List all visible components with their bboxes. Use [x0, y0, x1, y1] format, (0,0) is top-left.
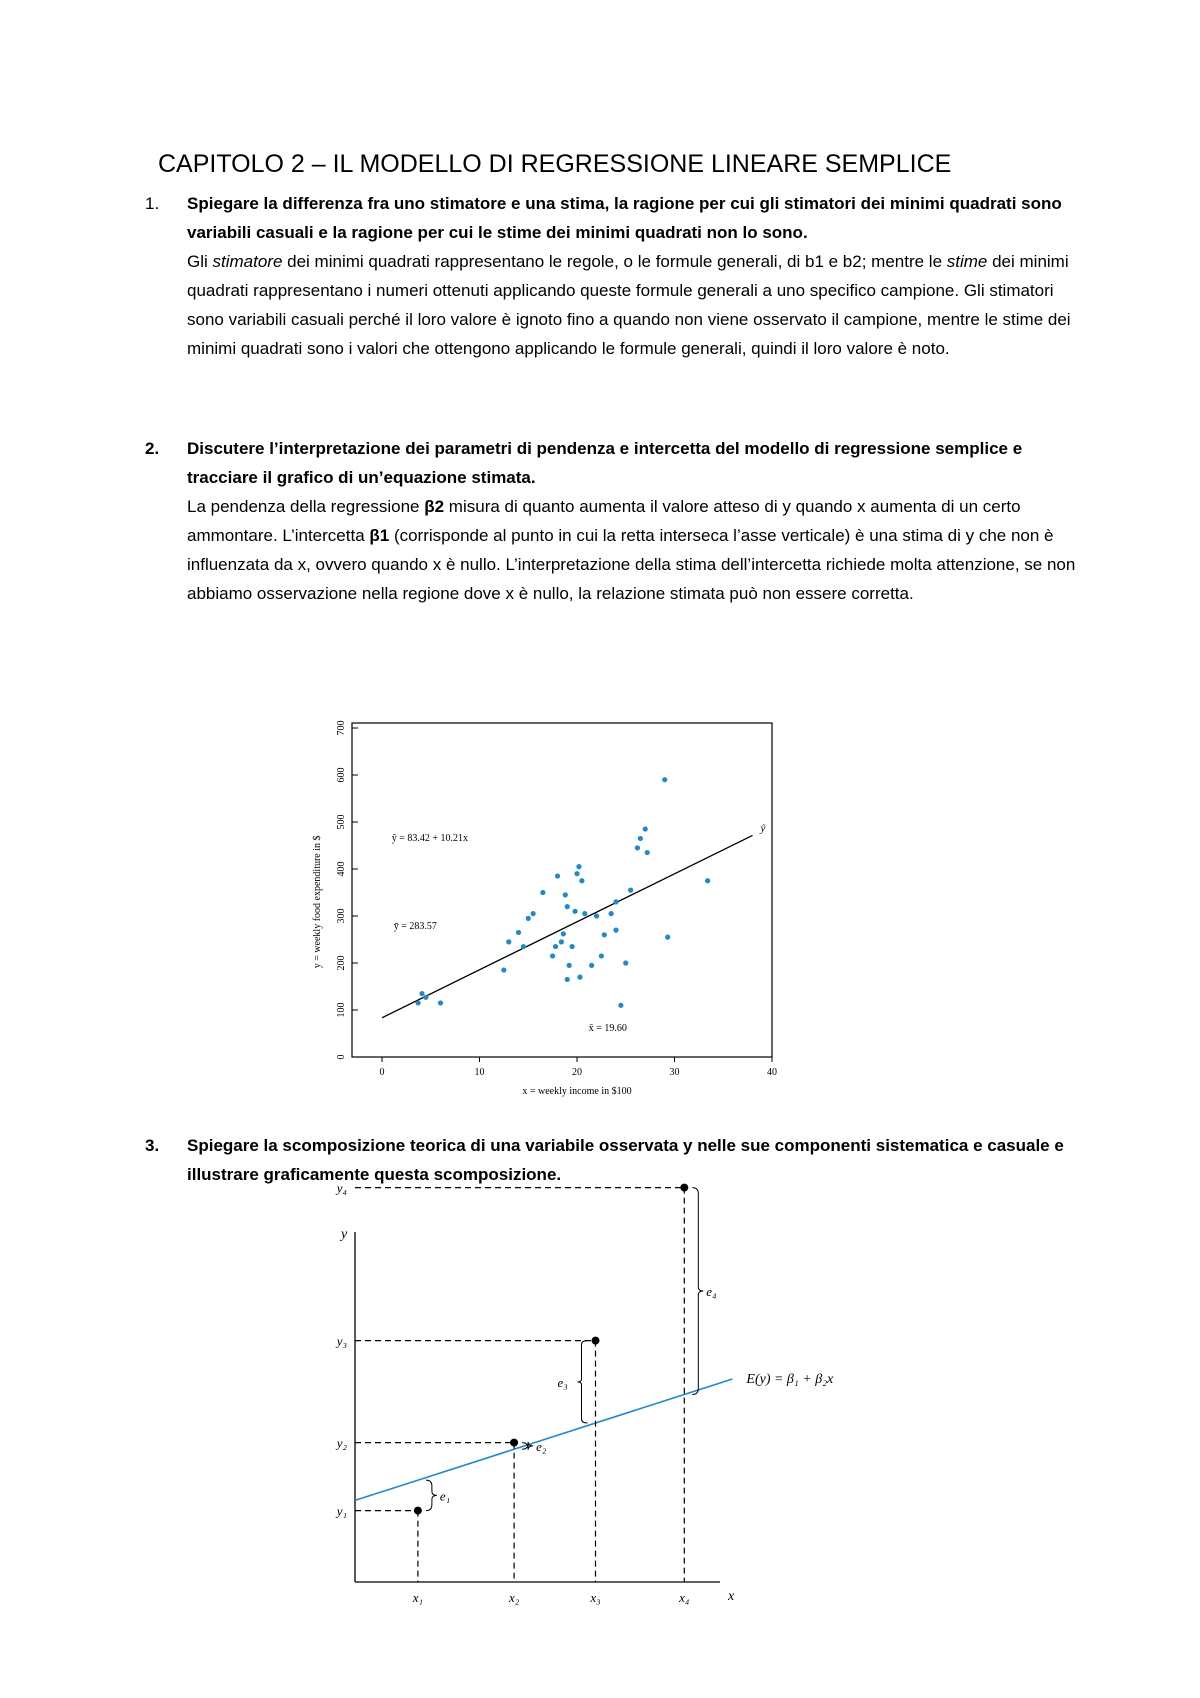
- data-point: [521, 944, 526, 949]
- data-point: [506, 939, 511, 944]
- question-title: Spiegare la differenza fra uno stimatore e una stima, la ragione per cui gli stimatori dei minimi quadrati sono variabili casuali e la ragione per cui le stime dei minimi quadrati non lo sono.: [187, 194, 1062, 242]
- data-point: [563, 892, 568, 897]
- question-title: Discutere l’interpretazione dei parametri di pendenza e intercetta del modello di regressione semplice e tracciare il grafico di un’equazione stimata.: [187, 439, 1023, 487]
- data-point: [438, 1000, 443, 1005]
- y-tick-label: 500: [336, 814, 347, 830]
- data-point: [574, 871, 579, 876]
- data-point: [526, 916, 531, 921]
- mean-y-annotation: ȳ = 283.57: [393, 921, 437, 933]
- question-answer: La pendenza della regressione β2 misura di quanto aumenta il valore atteso di y quando x aumenta di un certo ammontare. L’intercetta β1 (corrisponde al punto in cui la retta interseca l’asse verticale) è una stima di y che non è influenzata da x, ovvero quando x è nullo. L’interpretazione della stima dell’intercetta richiede molta attenzione, se non abbiamo osservazione nella regione dove x è nullo, la relazione stimata può non essere corretta.: [187, 497, 1076, 603]
- decomposition-chart: [300, 1180, 834, 1630]
- plot-frame: [352, 723, 772, 1057]
- y-tick-label: y₄: [336, 1180, 347, 1196]
- question-number: 2.: [145, 439, 160, 458]
- data-point: [565, 977, 570, 982]
- observation-point: [592, 1337, 600, 1345]
- page-title: CAPITOLO 2 – IL MODELLO DI REGRESSIONE LINEARE SEMPLICE: [158, 150, 952, 178]
- observation-point: [510, 1439, 518, 1447]
- fitted-line: [382, 832, 753, 1017]
- data-point: [665, 935, 670, 940]
- data-point: [638, 836, 643, 841]
- mean-x-annotation: x̄ = 19.60: [588, 1023, 627, 1035]
- data-point: [645, 850, 650, 855]
- data-point: [565, 904, 570, 909]
- data-point: [550, 953, 555, 958]
- question-title: Spiegare la scomposizione teorica di una variabile osservata y nelle sue componenti sistematica e casuale e illustrare graficamente questa scomposizione.: [187, 1136, 1064, 1184]
- data-point: [579, 878, 584, 883]
- data-point: [531, 911, 536, 916]
- fitted-line-label: ŷ: [760, 822, 766, 835]
- y-tick-label: 700: [336, 720, 347, 736]
- x-tick-label: 30: [669, 1067, 680, 1078]
- data-point: [613, 899, 618, 904]
- data-point: [553, 944, 558, 949]
- data-point: [628, 888, 633, 893]
- question-2: [145, 434, 1095, 608]
- data-point: [594, 913, 599, 918]
- data-point: [501, 967, 506, 972]
- x-axis-label: x = weekly income in $100: [522, 1086, 632, 1097]
- data-point: [423, 995, 428, 1000]
- data-point: [618, 1003, 623, 1008]
- data-point: [599, 953, 604, 958]
- y-tick-label: 100: [336, 1002, 347, 1018]
- data-point: [516, 930, 521, 935]
- question-1: [145, 189, 1095, 363]
- question-3: [145, 1131, 1095, 1189]
- data-point: [602, 932, 607, 937]
- x-tick-label: x₁: [412, 1590, 424, 1605]
- error-brace: [692, 1188, 703, 1395]
- data-point: [582, 911, 587, 916]
- food-expenditure-scatter-chart: [300, 700, 860, 1120]
- question-number: 3.: [145, 1136, 160, 1155]
- data-point: [635, 845, 640, 850]
- x-tick-label: 0: [379, 1067, 385, 1078]
- x-tick-label: x₂: [508, 1590, 520, 1605]
- x-tick-label: x₃: [590, 1590, 601, 1605]
- equation-annotation: ŷ = 83.42 + 10.21x: [391, 832, 469, 844]
- x-tick-label: 40: [767, 1067, 777, 1078]
- x-axis-label: x: [728, 1589, 735, 1604]
- y-axis-label: y = weekly food expenditure in $: [312, 835, 323, 969]
- regression-line-label: E(y) = β₁ + β₂x: [746, 1372, 834, 1388]
- data-point: [540, 890, 545, 895]
- y-tick-label: 400: [336, 861, 347, 877]
- data-point: [572, 909, 577, 914]
- data-point: [623, 960, 628, 965]
- error-label: e₄: [706, 1284, 717, 1300]
- data-point: [576, 864, 581, 869]
- y-tick-label: 600: [336, 767, 347, 783]
- error-label: e₁: [439, 1488, 451, 1504]
- observation-point: [414, 1507, 422, 1515]
- y-tick-label: y₁: [336, 1503, 347, 1519]
- question-answer: Gli stimatore dei minimi quadrati rappresentano le regole, o le formule generali, di b1 e b2; mentre le stime dei minimi quadrati rappresentano i numeri ottenuti applicando queste formule generali a uno specifico campione. Gli stimatori sono variabili casuali perché il loro valore è ignoto fino a quando non viene osservato il campione, mentre le stime dei minimi quadrati sono i valori che ottengono applicando le formule generali, quindi il loro valore è noto.: [187, 252, 1071, 358]
- data-point: [567, 963, 572, 968]
- x-tick-label: 10: [474, 1067, 485, 1078]
- y-tick-label: 300: [336, 908, 347, 924]
- data-point: [561, 931, 566, 936]
- data-point: [589, 963, 594, 968]
- data-point: [705, 878, 710, 883]
- y-tick-label: 0: [336, 1054, 347, 1060]
- data-point: [577, 975, 582, 980]
- question-number: 1.: [145, 194, 160, 213]
- x-tick-label: x₄: [679, 1590, 690, 1605]
- data-point: [419, 991, 424, 996]
- observation-point: [680, 1184, 688, 1192]
- data-point: [662, 777, 667, 782]
- data-point: [555, 873, 560, 878]
- data-point: [570, 944, 575, 949]
- data-point: [609, 911, 614, 916]
- error-brace: [426, 1480, 437, 1510]
- y-tick-label: y₃: [336, 1333, 347, 1349]
- y-axis-label: y: [341, 1227, 348, 1242]
- data-point: [643, 826, 648, 831]
- data-point: [559, 939, 564, 944]
- data-point: [613, 928, 618, 933]
- data-point: [415, 1000, 420, 1005]
- error-label: e₃: [557, 1374, 568, 1390]
- x-tick-label: 20: [572, 1067, 582, 1078]
- y-tick-label: y₂: [336, 1435, 347, 1451]
- error-brace: [578, 1341, 588, 1423]
- y-tick-label: 200: [336, 955, 347, 971]
- error-label: e₂: [536, 1438, 547, 1454]
